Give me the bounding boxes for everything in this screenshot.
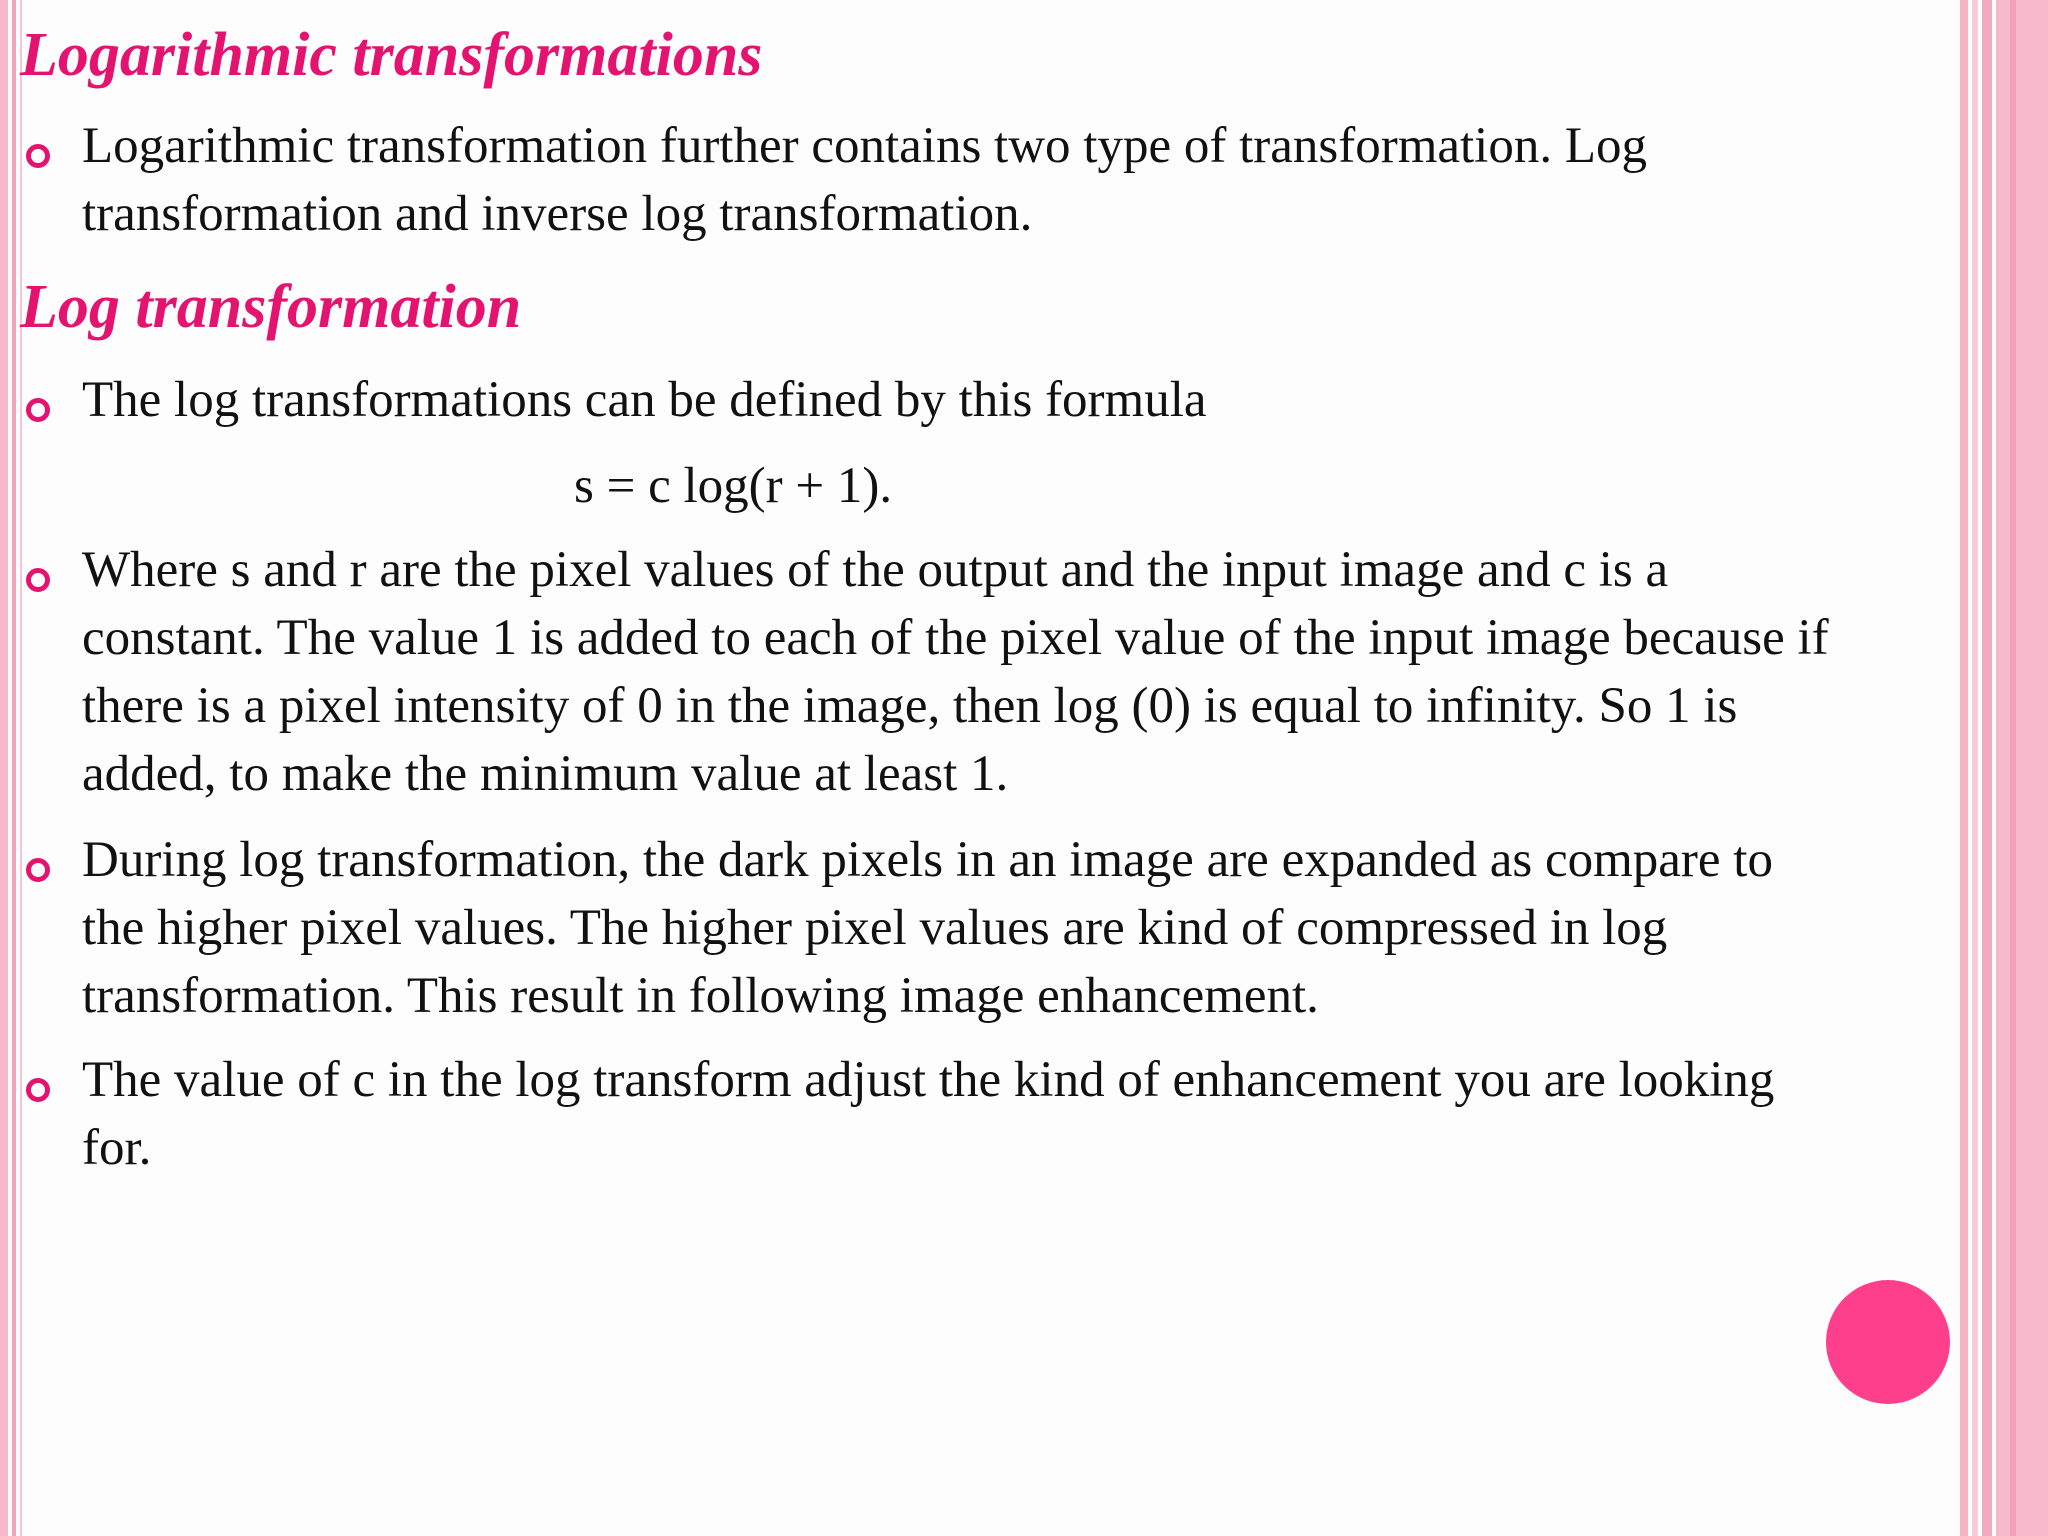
bullet-icon	[26, 1078, 50, 1102]
bullet-icon	[26, 858, 50, 882]
formula: s = c log(r + 1).	[574, 458, 893, 514]
bullet-text: Logarithmic transformation further contains two type of transformation. Log transformation and inverse log transformation.	[82, 118, 1647, 242]
left-border-stripe	[12, 0, 16, 1536]
bullet-icon	[26, 568, 50, 592]
bullet-icon	[26, 398, 50, 422]
heading-log-transformation: Log transformation	[20, 273, 522, 341]
heading-logarithmic-transformations: Logarithmic transformations	[20, 21, 763, 89]
bullet-text: The value of c in the log transform adjust the kind of enhancement you are looking for.	[82, 1052, 1775, 1176]
left-border-stripe	[20, 0, 22, 1536]
bullet-icon	[26, 144, 50, 168]
bullet-text: The log transformations can be defined by this formula	[82, 372, 1207, 428]
bullet-text: During log transformation, the dark pixels in an image are expanded as compare to the higher pixel values. The higher pixel values are kind of compressed in log transformation. This result in following image enhancement.	[82, 832, 1773, 1024]
bullet-text: Where s and r are the pixel values of the output and the input image and c is a constant. The value 1 is added to each of the pixel value of the input image because if there is a pixel intensity of 0 in the image, then log (0) is equal to infinity. So 1 is added, to make the minimum value at least 1.	[82, 542, 1829, 802]
decorative-circle	[1826, 1280, 1950, 1404]
left-border-stripe	[0, 0, 8, 1536]
